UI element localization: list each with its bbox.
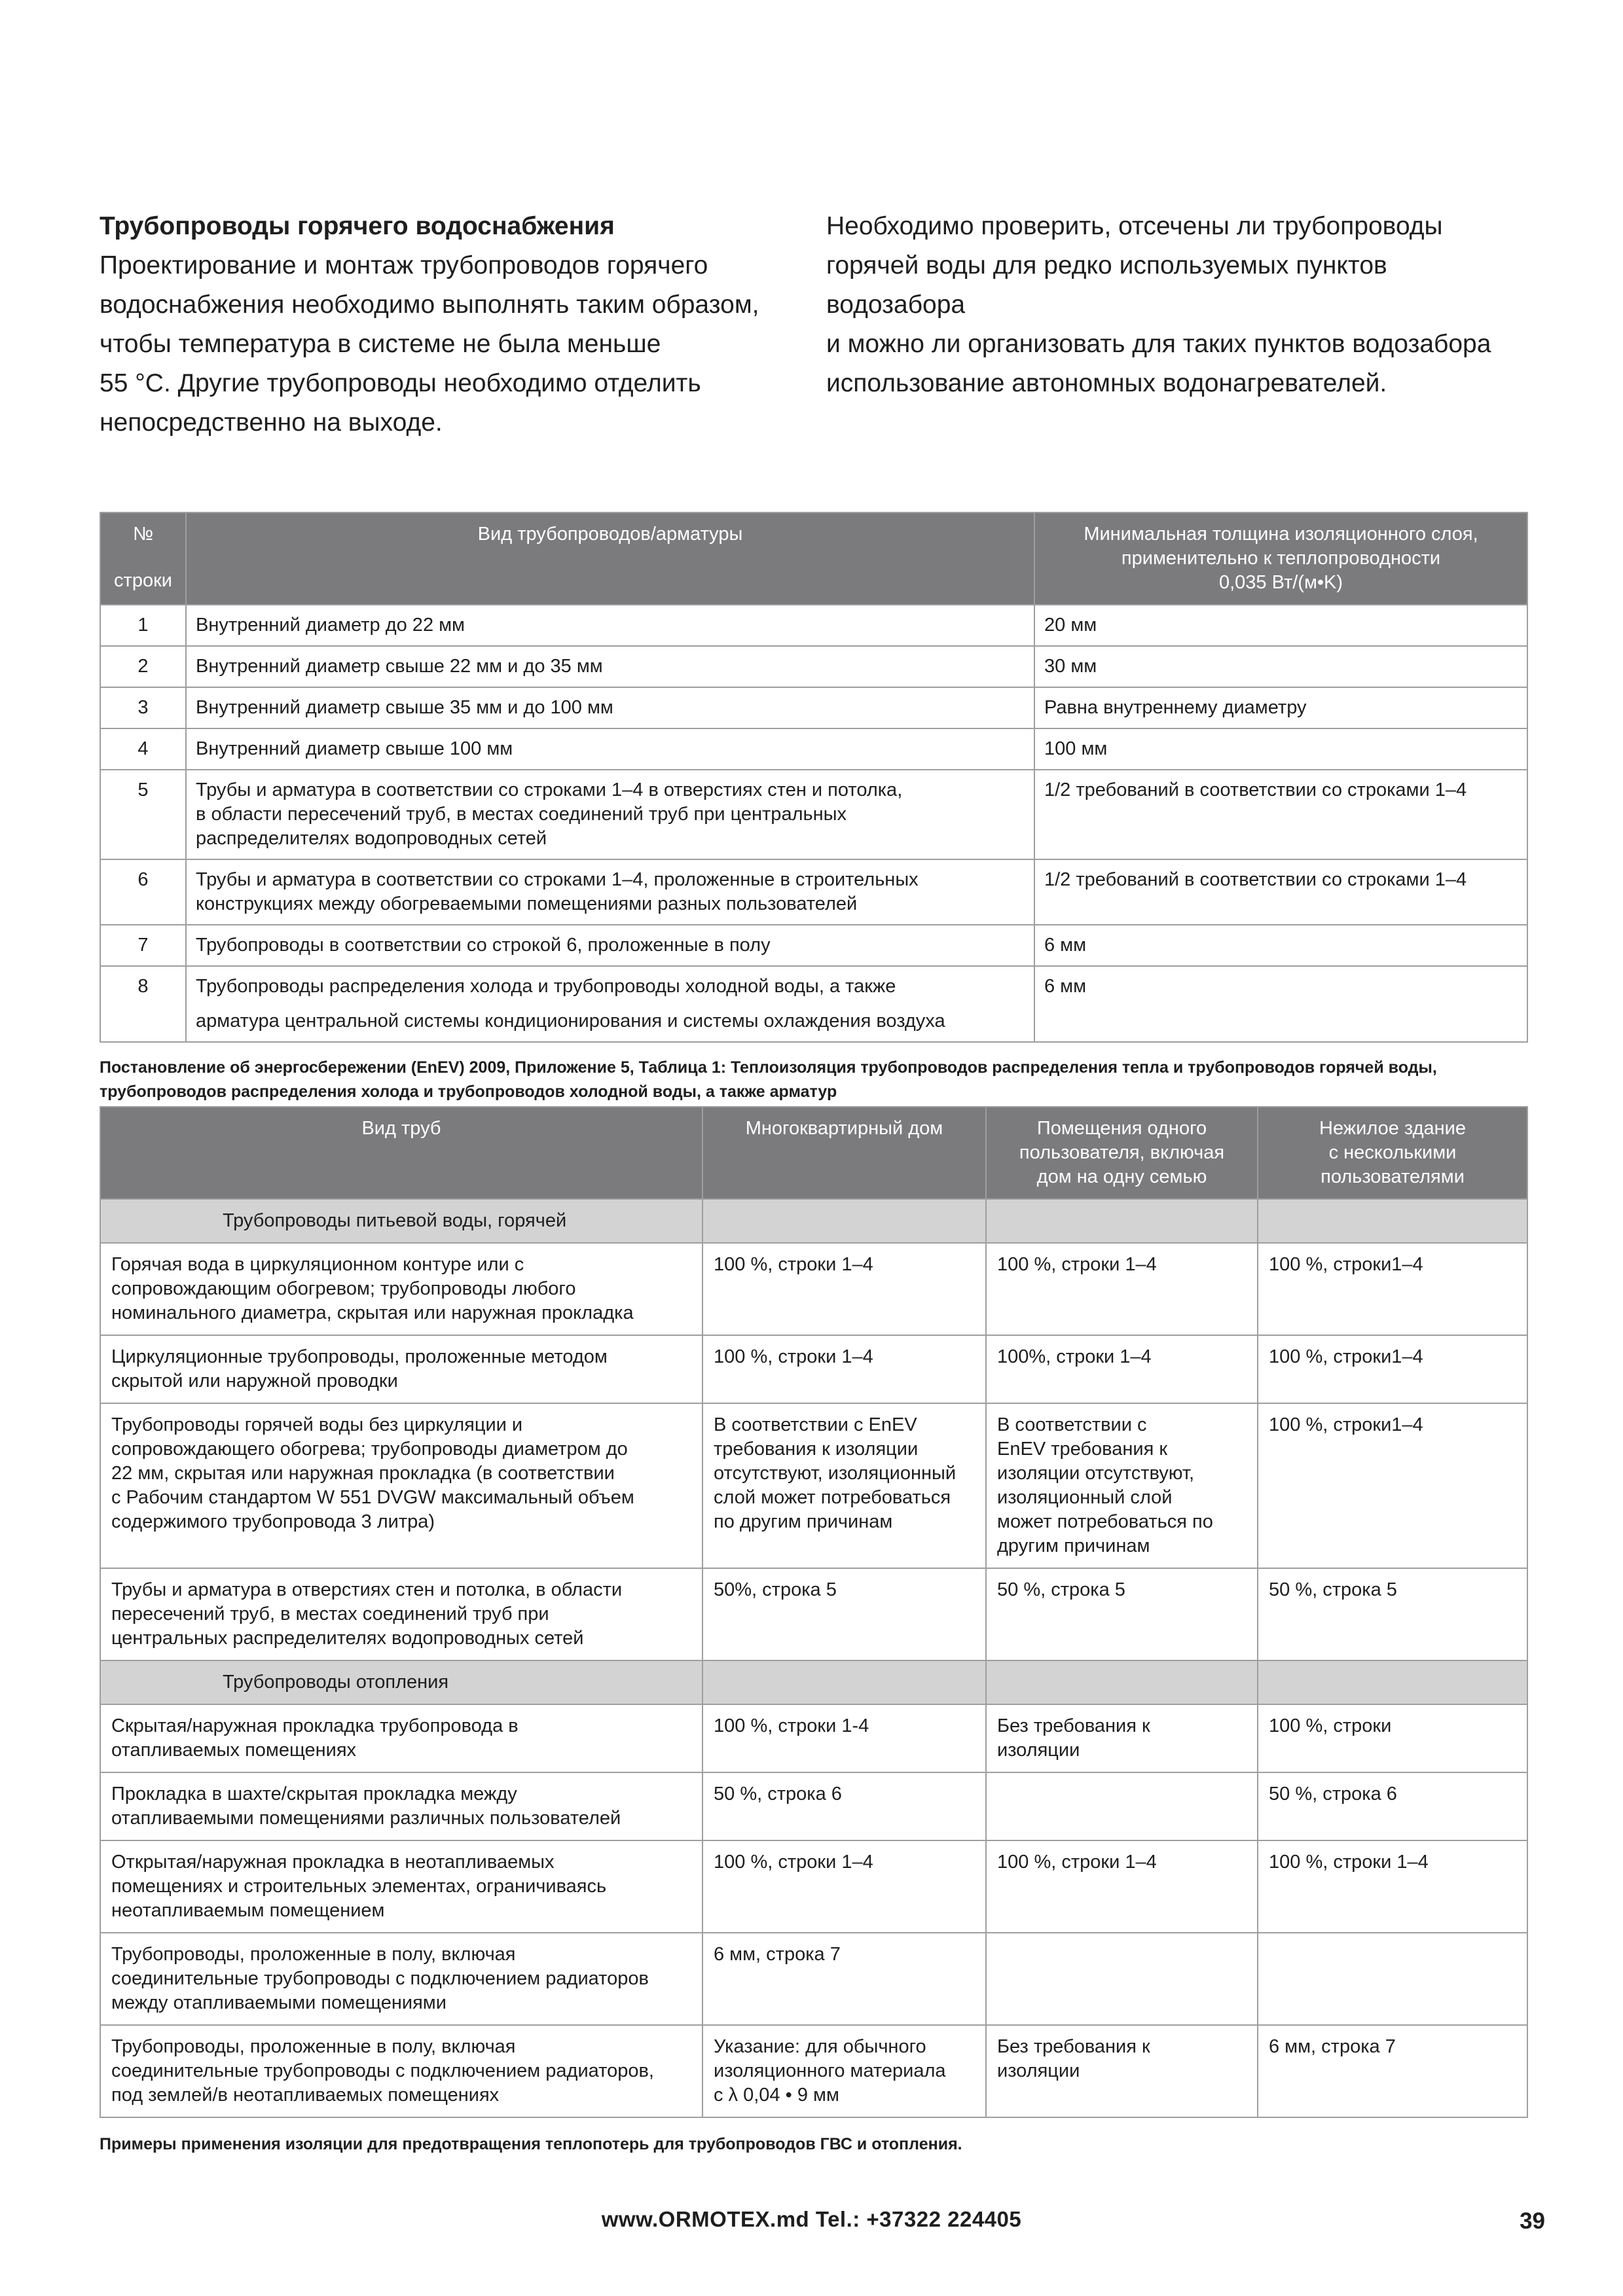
text-line: распределителях водопроводных сетей bbox=[196, 828, 547, 849]
text-line: Необходимо проверить, отсечены ли трубопроводы bbox=[826, 212, 1443, 240]
header-line: применительно к теплопроводности bbox=[1121, 548, 1441, 569]
row-number: 8 bbox=[100, 966, 186, 1042]
pipe-type-cell bbox=[100, 1568, 702, 1660]
text-line: Трубопроводы горячей воды без циркуляции и bbox=[111, 1414, 523, 1435]
text-line: центральных распределителях водопроводных сетей bbox=[111, 1628, 584, 1649]
non-residential-cell bbox=[1258, 1335, 1527, 1403]
table-row bbox=[100, 1335, 1527, 1403]
text-line: между отапливаемыми помещениями bbox=[111, 1992, 447, 2013]
pipe-type-cell bbox=[186, 966, 1034, 1042]
text-line: требования к изоляции bbox=[714, 1439, 919, 1460]
header-number-word: строки bbox=[114, 570, 172, 591]
intro-left-column bbox=[100, 207, 793, 442]
min-thickness-cell: 30 мм bbox=[1034, 646, 1527, 687]
apartment-building-cell bbox=[702, 1335, 986, 1403]
section-title-text: Трубопроводы питьевой воды, горячей bbox=[223, 1210, 567, 1231]
text-line: пересечений труб, в местах соединений труб при bbox=[111, 1604, 549, 1624]
table-row bbox=[100, 1403, 1527, 1568]
table1-caption bbox=[100, 1056, 1527, 1104]
text-line: Скрытая/наружная прокладка трубопровода в bbox=[111, 1715, 519, 1736]
single-user-cell bbox=[986, 1403, 1258, 1568]
text-line: Трубопроводы в соответствии со строкой 6, проложенные в полу bbox=[196, 935, 771, 956]
table-body bbox=[100, 605, 1527, 1042]
text-line: 100 %, строки1–4 bbox=[1269, 1414, 1423, 1435]
header-line: пользователями bbox=[1321, 1166, 1465, 1187]
row-number: 7 bbox=[100, 925, 186, 966]
text-line: арматура центральной системы кондиционирования и системы охлаждения воздуха bbox=[196, 1011, 945, 1031]
caption-line: трубопроводов распределения холода и трубопроводов холодной воды, а также арматур bbox=[100, 1083, 837, 1101]
text-line: Внутренний диаметр свыше 35 мм и до 100 мм bbox=[196, 697, 613, 718]
caption-line: Постановление об энергосбережении (EnEV) 2009, Приложение 5, Таблица 1: Теплоизоляция трубопроводов распределения тепла и трубопроводов горячей воды, bbox=[100, 1058, 1437, 1077]
non-residential-cell bbox=[1258, 2025, 1527, 2117]
text-line: Трубы и арматура в отверстиях стен и потолка, в области bbox=[111, 1579, 623, 1600]
non-residential-cell bbox=[1258, 1403, 1527, 1568]
text-line: Прокладка в шахте/скрытая прокладка между bbox=[111, 1784, 517, 1804]
min-thickness-cell: 6 мм bbox=[1034, 966, 1527, 1042]
text-line: Без требования к bbox=[997, 1715, 1150, 1736]
header-single-user bbox=[986, 1107, 1258, 1199]
table-header-row bbox=[100, 1107, 1527, 1199]
text-line: Трубы и арматура в соответствии со строками 1–4, проложенные в строительных bbox=[196, 869, 919, 890]
apartment-building-cell bbox=[702, 1243, 986, 1335]
text-line: изоляционный слой bbox=[997, 1487, 1173, 1508]
intro-right-column bbox=[826, 207, 1527, 403]
text-line: сопровождающего обогрева; трубопроводы диаметром до bbox=[111, 1439, 628, 1460]
non-residential-cell bbox=[1258, 1840, 1527, 1933]
non-residential-cell bbox=[1258, 1568, 1527, 1660]
non-residential-cell bbox=[1258, 1933, 1527, 2025]
text-line: Указание: для обычного bbox=[714, 2036, 926, 2057]
text-line: 100 %, строки1–4 bbox=[1269, 1254, 1423, 1275]
pipe-type-cell bbox=[100, 1772, 702, 1840]
text-line: 100 %, строки 1–4 bbox=[1269, 1852, 1429, 1873]
text-line: 22 мм, скрытая или наружная прокладка (в соответствии bbox=[111, 1463, 615, 1484]
text-line: соединительные трубопроводы с подключением радиаторов bbox=[111, 1968, 649, 1989]
text-line: 100 %, строки 1–4 bbox=[714, 1852, 873, 1873]
text-line: Трубопроводы, проложенные в полу, включая bbox=[111, 1944, 516, 1965]
header-non-residential bbox=[1258, 1107, 1527, 1199]
table2-caption: Примеры применения изоляции для предотвращения теплопотерь для трубопроводов ГВС и отопления. bbox=[100, 2135, 962, 2153]
text-line: 50 %, строка 6 bbox=[714, 1784, 842, 1804]
section-empty-cell bbox=[702, 1660, 986, 1704]
pipe-type-cell bbox=[100, 1403, 702, 1568]
text-line: по другим причинам bbox=[714, 1511, 893, 1532]
text-line: отапливаемыми помещениями различных пользователей bbox=[111, 1808, 621, 1829]
row-number: 6 bbox=[100, 859, 186, 925]
text-line: в области пересечений труб, в местах соединений труб при центральных bbox=[196, 804, 847, 825]
insulation-thickness-table bbox=[100, 512, 1528, 1043]
text-line: другим причинам bbox=[997, 1535, 1150, 1556]
table-row bbox=[100, 1772, 1527, 1840]
apartment-building-cell bbox=[702, 2025, 986, 2117]
min-thickness-cell: 6 мм bbox=[1034, 925, 1527, 966]
header-number-symbol: № bbox=[132, 524, 154, 545]
single-user-cell bbox=[986, 1772, 1258, 1840]
text-line: В соответствии с EnEV bbox=[714, 1414, 917, 1435]
text-line: конструкциях между обогреваемыми помещениями разных пользователей bbox=[196, 893, 858, 914]
pipe-type-cell bbox=[100, 1704, 702, 1772]
table-row bbox=[100, 646, 1527, 687]
table-row bbox=[100, 687, 1527, 728]
table-row bbox=[100, 2025, 1527, 2117]
text-line: с λ 0,04 • 9 мм bbox=[714, 2085, 839, 2106]
page-number: 39 bbox=[1520, 2208, 1545, 2234]
table-row bbox=[100, 1568, 1527, 1660]
section-title bbox=[100, 1199, 702, 1243]
single-user-cell bbox=[986, 1840, 1258, 1933]
text-line: 100 %, строки bbox=[1269, 1715, 1392, 1736]
text-line: чтобы температура в системе не была меньше bbox=[100, 330, 661, 358]
text-line: Без требования к bbox=[997, 2036, 1150, 2057]
insulation-examples-table bbox=[100, 1106, 1528, 2118]
section-empty-cell bbox=[1258, 1660, 1527, 1704]
pipe-type-cell bbox=[186, 605, 1034, 646]
text-line: неотапливаемым помещением bbox=[111, 1900, 385, 1921]
min-thickness-cell: 100 мм bbox=[1034, 728, 1527, 770]
text-line: Циркуляционные трубопроводы, проложенные методом bbox=[111, 1346, 608, 1367]
text-line: 50 %, строка 5 bbox=[997, 1579, 1125, 1600]
pipe-type-cell bbox=[100, 1933, 702, 2025]
pipe-type-cell bbox=[186, 770, 1034, 859]
text-line: изоляционного материала bbox=[714, 2060, 946, 2081]
text-line: Внутренний диаметр до 22 мм bbox=[196, 615, 465, 636]
table-row bbox=[100, 605, 1527, 646]
header-line: с несколькими bbox=[1328, 1142, 1457, 1163]
pipe-type-cell bbox=[186, 687, 1034, 728]
text-line: изоляции bbox=[997, 1740, 1080, 1761]
text-line: Проектирование и монтаж трубопроводов горячего bbox=[100, 251, 708, 279]
text-line: Внутренний диаметр свыше 22 мм и до 35 мм bbox=[196, 656, 603, 677]
table-row bbox=[100, 1704, 1527, 1772]
section-row bbox=[100, 1199, 1527, 1243]
intro-left-text bbox=[100, 246, 793, 442]
row-number: 1 bbox=[100, 605, 186, 646]
row-number: 2 bbox=[100, 646, 186, 687]
row-number: 4 bbox=[100, 728, 186, 770]
pipe-type-cell bbox=[186, 646, 1034, 687]
text-line: 100 %, строки 1-4 bbox=[714, 1715, 869, 1736]
text-line: непосредственно на выходе. bbox=[100, 408, 443, 437]
text-line: 100 %, строки 1–4 bbox=[714, 1254, 873, 1275]
pipe-type-cell bbox=[186, 925, 1034, 966]
table-row bbox=[100, 770, 1527, 859]
table-row bbox=[100, 728, 1527, 770]
row-number: 5 bbox=[100, 770, 186, 859]
header-line: Минимальная толщина изоляционного слоя, bbox=[1084, 524, 1478, 545]
single-user-cell bbox=[986, 1568, 1258, 1660]
header-line: дом на одну семью bbox=[1036, 1166, 1207, 1187]
apartment-building-cell bbox=[702, 1704, 986, 1772]
text-line: помещениях и строительных элементах, ограничиваясь bbox=[111, 1876, 607, 1897]
apartment-building-cell bbox=[702, 1568, 986, 1660]
text-line: 100 %, строки1–4 bbox=[1269, 1346, 1423, 1367]
section-title-text: Трубопроводы отопления bbox=[223, 1672, 449, 1693]
text-line: Трубопроводы распределения холода и трубопроводы холодной воды, а также bbox=[196, 976, 896, 997]
text-line: 50 %, строка 5 bbox=[1269, 1579, 1397, 1600]
table-body bbox=[100, 1199, 1527, 2117]
pipe-type-cell bbox=[100, 2025, 702, 2117]
text-line: Внутренний диаметр свыше 100 мм bbox=[196, 738, 513, 759]
text-line: Горячая вода в циркуляционном контуре или с bbox=[111, 1254, 524, 1275]
pipe-type-cell bbox=[100, 1243, 702, 1335]
section-empty-cell bbox=[986, 1199, 1258, 1243]
row-number: 3 bbox=[100, 687, 186, 728]
text-line: 6 мм, строка 7 bbox=[714, 1944, 841, 1965]
text-line: 6 мм, строка 7 bbox=[1269, 2036, 1396, 2057]
header-apartment-building: Многоквартирный дом bbox=[702, 1107, 986, 1199]
header-line: 0,035 Вт/(м•K) bbox=[1218, 572, 1343, 593]
single-user-cell bbox=[986, 1933, 1258, 2025]
min-thickness-cell: Равна внутреннему диаметру bbox=[1034, 687, 1527, 728]
section-empty-cell bbox=[1258, 1199, 1527, 1243]
single-user-cell bbox=[986, 1704, 1258, 1772]
text-line: 55 °C. Другие трубопроводы необходимо отделить bbox=[100, 369, 701, 397]
header-row-number bbox=[100, 512, 186, 605]
section-row bbox=[100, 1660, 1527, 1704]
text-line: 100 %, строки 1–4 bbox=[997, 1852, 1157, 1873]
single-user-cell bbox=[986, 2025, 1258, 2117]
text-line: 100%, строки 1–4 bbox=[997, 1346, 1152, 1367]
header-line: Помещения одного bbox=[1036, 1118, 1207, 1139]
text-line: может потребоваться по bbox=[997, 1511, 1213, 1532]
non-residential-cell bbox=[1258, 1704, 1527, 1772]
table-row bbox=[100, 966, 1527, 1042]
text-line: с Рабочим стандартом W 551 DVGW максимальный объем bbox=[111, 1487, 634, 1508]
text-line: 50 %, строка 6 bbox=[1269, 1784, 1397, 1804]
text-line: под землей/в неотапливаемых помещениях bbox=[111, 2085, 500, 2106]
section-heading: Трубопроводы горячего водоснабжения bbox=[100, 212, 615, 240]
text-line: 100 %, строки 1–4 bbox=[997, 1254, 1157, 1275]
text-line: сопровождающим обогревом; трубопроводы любого bbox=[111, 1278, 576, 1299]
text-line: использование автономных водонагревателей. bbox=[826, 369, 1387, 397]
apartment-building-cell bbox=[702, 1840, 986, 1933]
text-line: и можно ли организовать для таких пунктов водозабора bbox=[826, 330, 1491, 358]
text-line: отсутствуют, изоляционный bbox=[714, 1463, 957, 1484]
text-line: В соответствии с bbox=[997, 1414, 1147, 1435]
text-line: 100 %, строки 1–4 bbox=[714, 1346, 873, 1367]
min-thickness-cell: 1/2 требований в соответствии со строками 1–4 bbox=[1034, 859, 1527, 925]
table-row bbox=[100, 1840, 1527, 1933]
pipe-type-cell bbox=[186, 728, 1034, 770]
table-row bbox=[100, 925, 1527, 966]
text-line: слой может потребоваться bbox=[714, 1487, 951, 1508]
section-empty-cell bbox=[702, 1199, 986, 1243]
pipe-type-cell bbox=[100, 1335, 702, 1403]
section-empty-cell bbox=[986, 1660, 1258, 1704]
header-pipe-type: Вид труб bbox=[100, 1107, 702, 1199]
text-line: Открытая/наружная прокладка в неотапливаемых bbox=[111, 1852, 555, 1873]
pipe-type-cell bbox=[100, 1840, 702, 1933]
section-title bbox=[100, 1660, 702, 1704]
header-line: пользователя, включая bbox=[1019, 1142, 1225, 1163]
text-line: водоснабжения необходимо выполнять таким образом, bbox=[100, 291, 759, 319]
header-line: Нежилое здание bbox=[1319, 1118, 1466, 1139]
text-line: 50%, строка 5 bbox=[714, 1579, 837, 1600]
single-user-cell bbox=[986, 1335, 1258, 1403]
non-residential-cell bbox=[1258, 1772, 1527, 1840]
header-pipe-type: Вид трубопроводов/арматуры bbox=[186, 512, 1034, 605]
text-line: номинального диаметра, скрытая или наружная прокладка bbox=[111, 1302, 634, 1323]
text-line: отапливаемых помещениях bbox=[111, 1740, 357, 1761]
text-line: скрытой или наружной проводки bbox=[111, 1371, 398, 1391]
text-line: горячей воды для редко используемых пунктов водозабора bbox=[826, 251, 1387, 319]
text-line: соединительные трубопроводы с подключением радиаторов, bbox=[111, 2060, 654, 2081]
min-thickness-cell: 1/2 требований в соответствии со строками 1–4 bbox=[1034, 770, 1527, 859]
apartment-building-cell bbox=[702, 1772, 986, 1840]
text-line: содержимого трубопровода 3 литра) bbox=[111, 1511, 435, 1532]
text-line: изоляции отсутствуют, bbox=[997, 1463, 1195, 1484]
table-header-row bbox=[100, 512, 1527, 605]
text-line: Трубопроводы, проложенные в полу, включая bbox=[111, 2036, 516, 2057]
text-line: EnEV требования к bbox=[997, 1439, 1168, 1460]
text-line: Трубы и арматура в соответствии со строками 1–4 в отверстиях стен и потолка, bbox=[196, 780, 903, 800]
table-row bbox=[100, 1933, 1527, 2025]
table-row bbox=[100, 1243, 1527, 1335]
apartment-building-cell bbox=[702, 1933, 986, 2025]
header-min-thickness bbox=[1034, 512, 1527, 605]
pipe-type-cell bbox=[186, 859, 1034, 925]
non-residential-cell bbox=[1258, 1243, 1527, 1335]
single-user-cell bbox=[986, 1243, 1258, 1335]
table-row bbox=[100, 859, 1527, 925]
apartment-building-cell bbox=[702, 1403, 986, 1568]
footer-contact: www.ORMOTEX.md Tel.: +37322 224405 bbox=[601, 2207, 1022, 2231]
min-thickness-cell: 20 мм bbox=[1034, 605, 1527, 646]
text-line: изоляции bbox=[997, 2060, 1080, 2081]
